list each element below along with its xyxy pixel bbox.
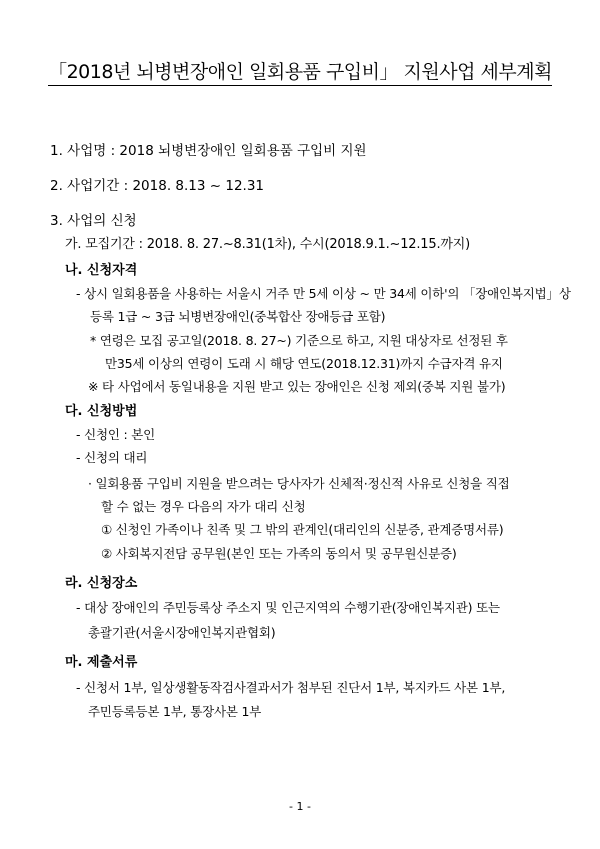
method-proxy-option-1: ① 신청인 가족이나 친족 및 그 밖의 관계인(대리인의 신분증, 관계증명서류) — [101, 522, 504, 537]
section-1-project-name: 1. 사업명 : 2018 뇌병변장애인 일회용품 구입비 지원 — [50, 143, 367, 159]
location-line-2: 총괄기관(서울시장애인복지관협회) — [88, 625, 276, 640]
documents-heading: 마. 제출서류 — [65, 655, 138, 670]
eligibility-line-1: - 상시 일회용품을 사용하는 서울시 거주 만 5세 이상 ~ 만 34세 이하'의 「장애인복지법」상 — [76, 286, 571, 301]
document-title: 「2018년 뇌병변장애인 일회용품 구입비」 지원사업 세부계획 — [0, 63, 600, 86]
method-proxy-desc-2: 할 수 없는 경우 다음의 자가 대리 신청 — [101, 499, 306, 514]
method-proxy-desc-1: · 일회용품 구입비 지원을 받으려는 당사자가 신체적·정신적 사유로 신청을 직접 — [88, 476, 510, 491]
section-3-application: 3. 사업의 신청 — [50, 213, 137, 229]
method-proxy-option-2: ② 사회복지전담 공무원(본인 또는 가족의 동의서 및 공무원신분증) — [101, 546, 457, 561]
method-proxy: - 신청의 대리 — [76, 450, 148, 465]
documents-line-2: 주민등록등본 1부, 통장사본 1부 — [88, 704, 262, 719]
section-2-project-period: 2. 사업기간 : 2018. 8.13 ~ 12.31 — [50, 178, 265, 194]
location-heading: 라. 신청장소 — [65, 576, 138, 591]
eligibility-note-1: * 연령은 모집 공고일(2018. 8. 27~) 기준으로 하고, 지원 대상자로 선정된 후 — [90, 333, 508, 348]
eligibility-heading: 나. 신청자격 — [65, 263, 138, 278]
recruitment-period: 가. 모집기간 : 2018. 8. 27.~8.31(1차), 수시(2018.9.1.~12.15.까지) — [65, 237, 470, 252]
documents-line-1: - 신청서 1부, 일상생활동작검사결과서가 첨부된 진단서 1부, 복지카드 사본 1부, — [76, 680, 506, 695]
location-line-1: - 대상 장애인의 주민등록상 주소지 및 인근지역의 수행기관(장애인복지관) 또는 — [76, 600, 500, 615]
eligibility-note-2: 만35세 이상의 연령이 도래 시 해당 연도(2018.12.31)까지 수급자격 유지 — [105, 356, 503, 371]
method-heading: 다. 신청방법 — [65, 404, 138, 419]
eligibility-line-2: 등록 1급 ~ 3급 뇌병변장애인(중복합산 장애등급 포함) — [90, 309, 386, 324]
method-applicant: - 신청인 : 본인 — [76, 427, 156, 442]
page-number: - 1 - — [289, 800, 311, 813]
eligibility-exclusion: ※ 타 사업에서 동일내용을 지원 받고 있는 장애인은 신청 제외(중복 지원 불가) — [88, 379, 506, 394]
